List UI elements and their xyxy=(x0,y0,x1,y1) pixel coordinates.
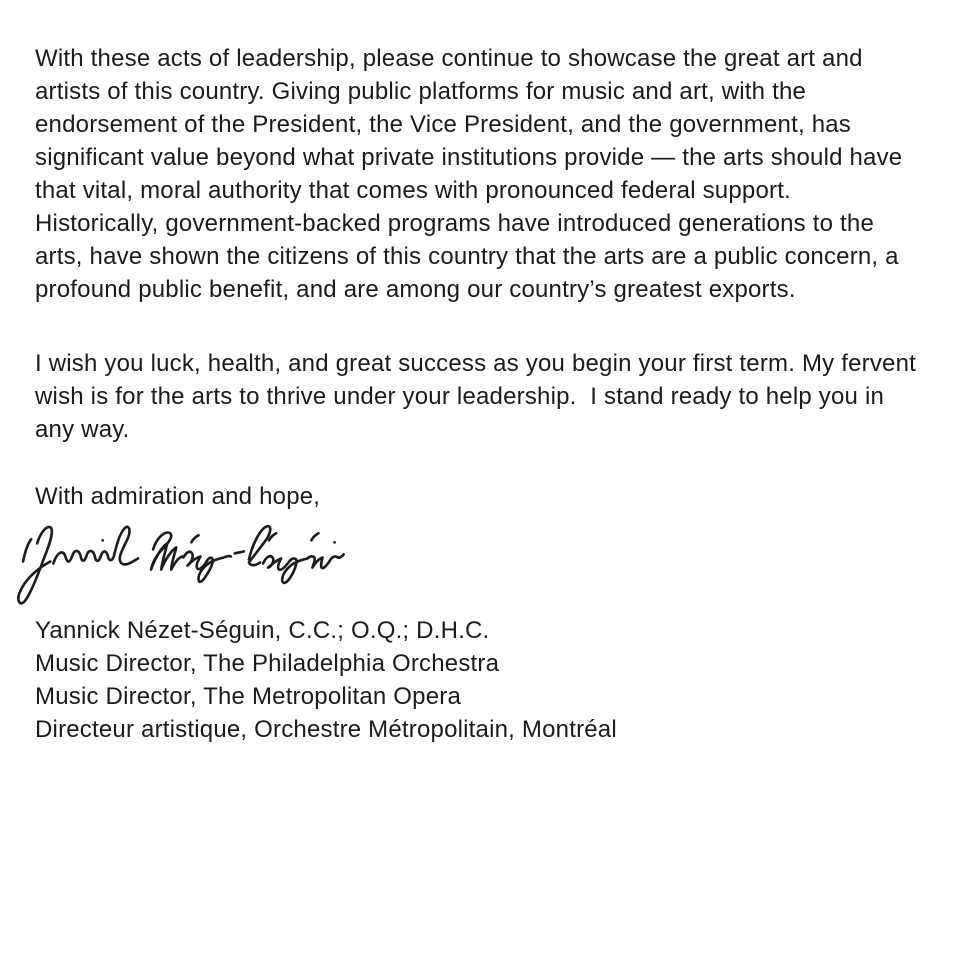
signature-stroke xyxy=(23,539,31,561)
signer-title: Music Director, The Metropolitan Opera xyxy=(35,683,461,710)
text-line: profound public benefit, and are among our country’s greatest exports. xyxy=(35,276,796,303)
text-line: arts, have shown the citizens of this country that the arts are a public concern, a xyxy=(35,243,899,270)
text-line: With admiration and hope, xyxy=(35,483,321,510)
signature-stroke xyxy=(235,551,244,553)
paragraph-leadership xyxy=(35,42,945,306)
text-line: artists of this country. Giving public platforms for music and art, with the xyxy=(35,78,807,105)
text-line: I wish you luck, health, and great success as you begin your first term. My fervent xyxy=(35,350,916,377)
signature-stroke xyxy=(18,527,51,603)
signature-stroke xyxy=(263,554,344,582)
text-line: Historically, government-backed programs have introduced generations to the xyxy=(35,210,874,237)
text-line: wish is for the arts to thrive under your leadership. I stand ready to help you in xyxy=(35,383,885,410)
text-line: significant value beyond what private institutions provide — the arts should have xyxy=(35,144,903,171)
signature-block xyxy=(35,614,945,746)
text-line: endorsement of the President, the Vice President, and the government, has xyxy=(35,111,851,138)
signer-name-and-honors: Yannick Nézet-Séguin, C.C.; O.Q.; D.H.C. xyxy=(35,617,490,644)
signature-stroke xyxy=(191,535,198,542)
signature-stroke xyxy=(311,533,318,540)
signature-stroke xyxy=(53,527,138,565)
signer-title: Music Director, The Philadelphia Orchestra xyxy=(35,650,500,677)
text-line: any way. xyxy=(35,416,130,443)
signature-stroke xyxy=(183,552,230,582)
signature-stroke xyxy=(151,533,182,570)
text-line: With these acts of leadership, please continue to showcase the great art and xyxy=(35,45,863,72)
text-line: that vital, moral authority that comes with pronounced federal support. xyxy=(35,177,791,204)
paragraph-wishes xyxy=(35,347,945,446)
closing-salutation xyxy=(35,480,945,513)
handwritten-signature xyxy=(16,512,384,610)
signer-title: Directeur artistique, Orchestre Métropolitain, Montréal xyxy=(35,716,617,743)
